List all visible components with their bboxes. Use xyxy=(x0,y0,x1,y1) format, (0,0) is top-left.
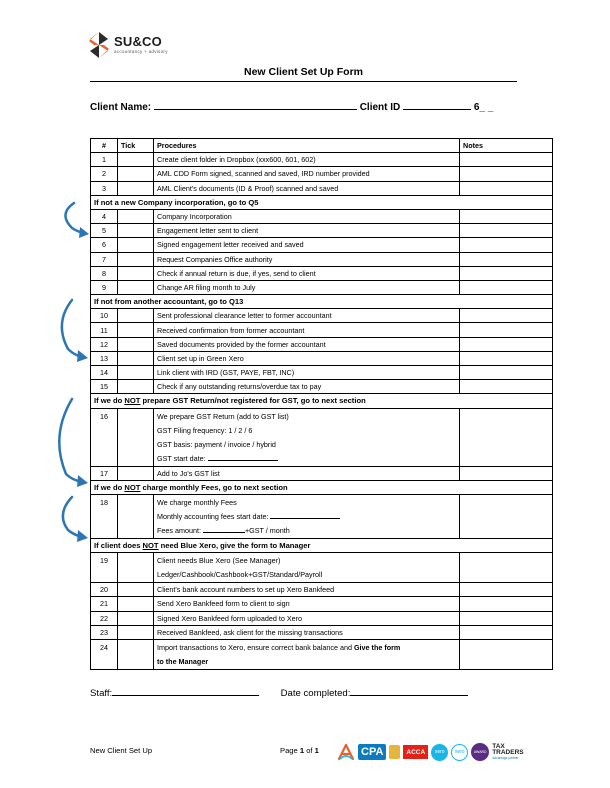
header-procedures: Procedures xyxy=(154,139,460,153)
notes-cell[interactable] xyxy=(460,252,553,266)
tick-cell[interactable] xyxy=(118,494,154,538)
notes-cell[interactable] xyxy=(460,224,553,238)
section-row xyxy=(91,394,553,408)
notes-cell[interactable] xyxy=(460,553,553,583)
notes-cell[interactable] xyxy=(460,466,553,480)
staff-field[interactable] xyxy=(112,687,259,696)
tick-cell[interactable] xyxy=(118,209,154,223)
section-heading: If not a new Company incorporation, go to Q5 xyxy=(91,195,553,209)
curved-arrow-icon xyxy=(54,200,94,242)
signoff-line xyxy=(90,687,468,699)
procedure-cell xyxy=(154,494,460,538)
notes-cell[interactable] xyxy=(460,323,553,337)
notes-cell[interactable] xyxy=(460,238,553,252)
procedure-line: Client needs Blue Xero (See Manager) xyxy=(157,556,281,566)
row-number: 16 xyxy=(91,408,118,466)
tick-cell[interactable] xyxy=(118,351,154,365)
table-row xyxy=(91,309,553,323)
procedure-line: to the Manager xyxy=(157,656,209,666)
table-row xyxy=(91,597,553,611)
notes-cell[interactable] xyxy=(460,337,553,351)
procedure-cell: Company Incorporation xyxy=(154,209,460,223)
procedure-cell: AML CDD Form signed, scanned and saved, IRD number provided xyxy=(154,167,460,181)
table-row xyxy=(91,181,553,195)
table-row xyxy=(91,639,553,669)
fees-amount-field[interactable] xyxy=(203,526,245,533)
notes-cell[interactable] xyxy=(460,583,553,597)
tick-cell[interactable] xyxy=(118,153,154,167)
notes-cell[interactable] xyxy=(460,380,553,394)
procedure-line: Fees amount: +GST / month xyxy=(157,525,290,535)
table-row xyxy=(91,280,553,294)
tax-traders-text: TAX xyxy=(492,743,505,751)
acca-badge: ACCA xyxy=(403,745,428,759)
xero-badge: xero xyxy=(431,744,448,761)
curved-arrow-icon xyxy=(52,494,94,544)
row-number: 1 xyxy=(91,153,118,167)
table-row xyxy=(91,266,553,280)
procedure-cell: Create client folder in Dropbox (xxx600, 601, 602) xyxy=(154,153,460,167)
tick-cell[interactable] xyxy=(118,224,154,238)
procedure-cell: Link client with IRD (GST, PAYE, FBT, INC) xyxy=(154,366,460,380)
row-number: 6 xyxy=(91,238,118,252)
row-number: 13 xyxy=(91,351,118,365)
row-number: 21 xyxy=(91,597,118,611)
header-tick: Tick xyxy=(118,139,154,153)
notes-cell[interactable] xyxy=(460,597,553,611)
table-row xyxy=(91,167,553,181)
client-id-label: Client ID xyxy=(359,102,401,113)
table-header-row xyxy=(91,139,553,153)
caanz-logo-icon xyxy=(337,743,355,761)
tick-cell[interactable] xyxy=(118,181,154,195)
section-row xyxy=(91,480,553,494)
row-number: 2 xyxy=(91,167,118,181)
fees-start-date-field[interactable] xyxy=(270,512,340,519)
tick-cell[interactable] xyxy=(118,553,154,583)
row-number: 8 xyxy=(91,266,118,280)
procedure-cell xyxy=(154,408,460,466)
procedure-cell: Signed Xero Bankfeed form uploaded to Xero xyxy=(154,611,460,625)
tick-cell[interactable] xyxy=(118,309,154,323)
procedure-cell: Check if annual return is due, if yes, send to client xyxy=(154,266,460,280)
procedure-cell: Change AR filing month to July xyxy=(154,280,460,294)
procedure-line: Import transactions to Xero, ensure correct bank balance and Give the form xyxy=(157,642,401,652)
procedure-line: GST start date: xyxy=(157,452,456,466)
table-row xyxy=(91,209,553,223)
table-row xyxy=(91,323,553,337)
row-number: 11 xyxy=(91,323,118,337)
company-logo xyxy=(88,30,168,60)
row-number: 7 xyxy=(91,252,118,266)
notes-cell[interactable] xyxy=(460,153,553,167)
procedures-table xyxy=(90,138,553,670)
table-row xyxy=(91,366,553,380)
procedure-line: GST Filing frequency: 1 / 2 / 6 xyxy=(157,425,253,435)
procedure-line: Ledger/Cashbook/Cashbook+GST/Standard/Payroll xyxy=(157,570,323,580)
table-row xyxy=(91,153,553,167)
table-row xyxy=(91,337,553,351)
tick-cell[interactable] xyxy=(118,280,154,294)
tick-cell[interactable] xyxy=(118,337,154,351)
procedure-cell: AML Client's documents (ID & Proof) scanned and saved xyxy=(154,181,460,195)
staff-label: Staff: xyxy=(90,688,113,699)
row-number: 4 xyxy=(91,209,118,223)
client-name-field[interactable] xyxy=(154,101,357,110)
row-number: 18 xyxy=(91,494,118,538)
row-number: 10 xyxy=(91,309,118,323)
tick-cell[interactable] xyxy=(118,597,154,611)
procedure-cell: Sent professional clearance letter to former accountant xyxy=(154,309,460,323)
row-number: 5 xyxy=(91,224,118,238)
row-number: 24 xyxy=(91,639,118,669)
tick-cell[interactable] xyxy=(118,625,154,639)
procedure-cell: Saved documents provided by the former accountant xyxy=(154,337,460,351)
footer-doc-name: New Client Set Up xyxy=(90,746,153,755)
procedure-cell xyxy=(154,639,460,669)
procedure-cell: Client set up in Green Xero xyxy=(154,351,460,365)
gst-start-date-field[interactable] xyxy=(208,454,278,461)
notes-cell[interactable] xyxy=(460,309,553,323)
tick-cell[interactable] xyxy=(118,266,154,280)
notes-cell[interactable] xyxy=(460,266,553,280)
row-number: 14 xyxy=(91,366,118,380)
procedure-cell: Received confirmation from former accountant xyxy=(154,323,460,337)
notes-cell[interactable] xyxy=(460,351,553,365)
notes-cell[interactable] xyxy=(460,494,553,538)
section-row xyxy=(91,538,553,552)
procedure-cell: Check if any outstanding returns/overdue tax to pay xyxy=(154,380,460,394)
header-num: # xyxy=(91,139,118,153)
procedure-line: GST basis: payment / invoice / hybrid xyxy=(157,439,276,449)
row-number: 22 xyxy=(91,611,118,625)
curved-arrow-icon xyxy=(50,396,94,488)
tick-cell[interactable] xyxy=(118,238,154,252)
table-row xyxy=(91,224,553,238)
tick-cell[interactable] xyxy=(118,639,154,669)
row-number: 15 xyxy=(91,380,118,394)
xero-partner-badge: xero xyxy=(451,744,468,761)
tick-cell[interactable] xyxy=(118,583,154,597)
table-row xyxy=(91,380,553,394)
notes-cell[interactable] xyxy=(460,280,553,294)
date-completed-label: Date completed: xyxy=(280,688,351,699)
footer-page-number: Page 1 of 1 xyxy=(280,746,319,755)
section-row xyxy=(91,195,553,209)
row-number: 17 xyxy=(91,466,118,480)
row-number: 12 xyxy=(91,337,118,351)
row-number: 19 xyxy=(91,553,118,583)
tax-traders-logo xyxy=(492,744,523,759)
procedure-cell: Received Bankfeed, ask client for the missing transactions xyxy=(154,625,460,639)
notes-cell[interactable] xyxy=(460,167,553,181)
table-row xyxy=(91,553,553,583)
date-completed-field[interactable] xyxy=(350,687,468,696)
tick-cell[interactable] xyxy=(118,380,154,394)
table-row xyxy=(91,625,553,639)
procedure-line: We charge monthly Fees xyxy=(157,497,237,507)
header-notes: Notes xyxy=(460,139,553,153)
procedure-line: Monthly accounting fees start date: xyxy=(157,510,456,524)
table-row xyxy=(91,408,553,466)
logo-tagline: accountancy + advisory xyxy=(114,49,168,55)
row-number: 23 xyxy=(91,625,118,639)
client-info-line xyxy=(90,101,493,113)
table-row xyxy=(91,466,553,480)
row-number: 20 xyxy=(91,583,118,597)
crest-icon xyxy=(389,745,400,759)
tick-cell[interactable] xyxy=(118,323,154,337)
notes-cell[interactable] xyxy=(460,181,553,195)
tick-cell[interactable] xyxy=(118,167,154,181)
section-heading: If client does NOT need Blue Xero, give the form to Manager xyxy=(91,538,553,552)
section-row xyxy=(91,295,553,309)
table-row xyxy=(91,583,553,597)
tick-cell[interactable] xyxy=(118,366,154,380)
tick-cell[interactable] xyxy=(118,408,154,466)
table-row xyxy=(91,494,553,538)
procedure-cell: Add to Jo's GST list xyxy=(154,466,460,480)
procedure-cell: Send Xero Bankfeed form to client to sign xyxy=(154,597,460,611)
notes-cell[interactable] xyxy=(460,639,553,669)
table-row xyxy=(91,351,553,365)
title-divider xyxy=(90,81,517,82)
cpa-badge: CPA xyxy=(358,744,386,760)
tick-cell[interactable] xyxy=(118,466,154,480)
client-id-field[interactable] xyxy=(403,101,471,110)
table-row xyxy=(91,611,553,625)
logo-name: SU&CO xyxy=(114,34,162,50)
procedure-cell: Request Companies Office authority xyxy=(154,252,460,266)
procedure-cell: Engagement letter sent to client xyxy=(154,224,460,238)
client-id-value: 6_ _ xyxy=(473,102,494,113)
notes-cell[interactable] xyxy=(460,408,553,466)
tax-traders-subtext: Advantage partner xyxy=(492,755,519,760)
notes-cell[interactable] xyxy=(460,209,553,223)
section-heading: If we do NOT charge monthly Fees, go to next section xyxy=(91,480,553,494)
tick-cell[interactable] xyxy=(118,611,154,625)
section-heading: If not from another accountant, go to Q13 xyxy=(91,295,553,309)
row-number: 9 xyxy=(91,280,118,294)
procedure-line: We prepare GST Return (add to GST list) xyxy=(157,411,289,421)
accreditation-badges xyxy=(337,740,524,764)
procedure-cell xyxy=(154,553,460,583)
client-name-label: Client Name: xyxy=(90,102,152,113)
procedure-cell: Client's bank account numbers to set up Xero Bankfeed xyxy=(154,583,460,597)
section-heading: If we do NOT prepare GST Return/not registered for GST, go to next section xyxy=(91,394,553,408)
tax-traders-text: TRADERS xyxy=(492,749,524,757)
form-title: New Client Set Up Form xyxy=(243,66,363,78)
tick-cell[interactable] xyxy=(118,252,154,266)
table-row xyxy=(91,238,553,252)
notes-cell[interactable] xyxy=(460,625,553,639)
row-number: 3 xyxy=(91,181,118,195)
award-badge: AWARD xyxy=(471,743,489,761)
procedure-cell: Signed engagement letter received and saved xyxy=(154,238,460,252)
table-row xyxy=(91,252,553,266)
notes-cell[interactable] xyxy=(460,611,553,625)
logo-mark-icon xyxy=(88,31,110,59)
curved-arrow-icon xyxy=(52,297,94,365)
notes-cell[interactable] xyxy=(460,366,553,380)
